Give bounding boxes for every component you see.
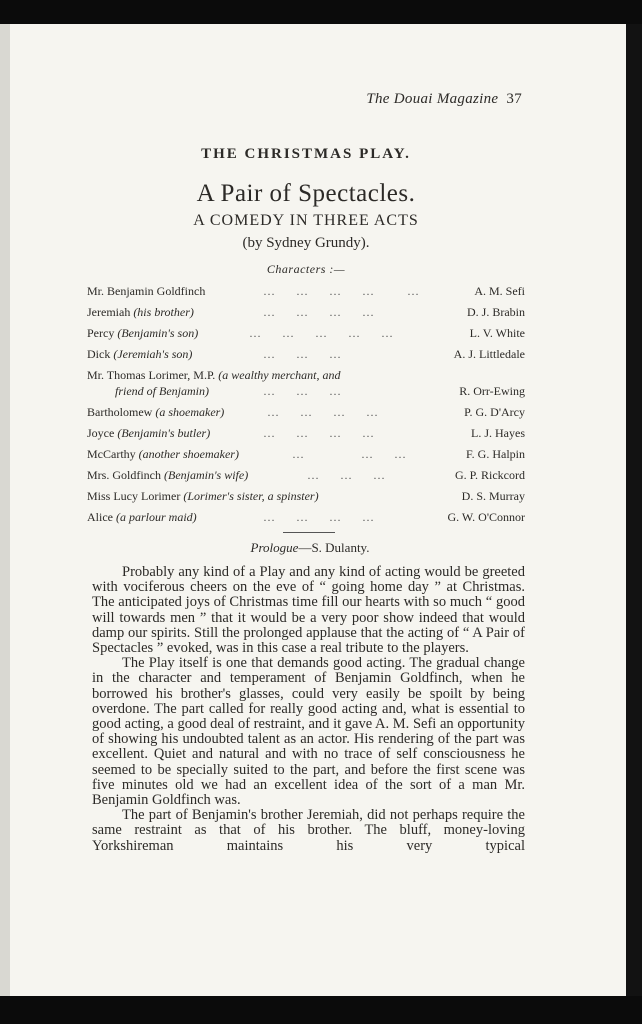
characters-heading: Characters :— bbox=[266, 262, 346, 276]
prologue-name: —S. Dulanty. bbox=[298, 540, 370, 555]
cast-role: Bartholomew (a shoemaker) bbox=[87, 405, 225, 419]
cast-note: (Benjamin's son) bbox=[117, 326, 199, 340]
cast-actor: G. W. O'Connor bbox=[447, 510, 525, 524]
cast-role: Mr. Thomas Lorimer, M.P. (a wealthy merchant, and bbox=[87, 368, 341, 382]
cast-note: (a shoemaker) bbox=[155, 405, 225, 419]
cast-note: (a parlour maid) bbox=[116, 510, 197, 524]
article-heading: THE CHRISTMAS PLAY. bbox=[201, 146, 411, 162]
cast-role: Percy (Benjamin's son) bbox=[87, 326, 199, 340]
article-body bbox=[92, 565, 525, 854]
leader-dots: … … … … bbox=[263, 305, 377, 319]
cast-role: Alice (a parlour maid) bbox=[87, 510, 197, 524]
paragraph: Probably any kind of a Play and any kind of acting would be greeted with vociferous cheers on the eve of “ going home day ” at Christmas. The anticipated joys of Christmas time fill our hearts with so much “ good will towards men ” that it would be a very poor show indeed that would damp our spirits. Still the prolonged applause that the acting of “ A Pair of Spectacles ” evoked, was in this case a real tribute to the players. bbox=[92, 564, 525, 657]
cast-note: friend of Benjamin) bbox=[115, 384, 209, 398]
leader-dots: … … … bbox=[307, 468, 388, 482]
leader-dots: … … … … bbox=[263, 510, 377, 524]
cast-role: Joyce (Benjamin's butler) bbox=[87, 426, 211, 440]
cast-actor: R. Orr-Ewing bbox=[459, 384, 525, 398]
play-title: A Pair of Spectacles. bbox=[196, 180, 416, 207]
cast-role: Mr. Benjamin Goldfinch bbox=[87, 284, 206, 298]
cast-actor: A. M. Sefi bbox=[474, 284, 525, 298]
cast-note: (another shoemaker) bbox=[138, 447, 239, 461]
leader-dots: … … … bbox=[292, 447, 409, 461]
cast-role: Miss Lucy Lorimer (Lorimer's sister, a spinster) bbox=[87, 489, 319, 503]
cast-role bbox=[115, 384, 209, 399]
paragraph: The Play itself is one that demands good acting. The gradual change in the character and temperament of Benjamin Goldfinch, when he borrowed his brother's glasses, could very easily be spoilt by being overdone. The part called for really good acting and, what is essential to good acting, a good deal of restraint, and it gave A. M. Sefi an opportunity of showing his undoubted talent as an actor. His rendering of the part was excellent. Quiet and natural and with no trace of self consciousness he seemed to be specially suited to the part, and before the first scene was five minutes old we had an excellent idea of the sort of a man Mr. Benjamin Goldfinch was. bbox=[92, 655, 525, 809]
cast-note: (Jeremiah's son) bbox=[113, 347, 193, 361]
cast-actor: L. V. White bbox=[469, 326, 525, 340]
cast-actor: D. J. Brabin bbox=[467, 305, 525, 319]
divider-rule bbox=[283, 532, 335, 533]
cast-role: Dick (Jeremiah's son) bbox=[87, 347, 193, 361]
cast-actor: D. S. Murray bbox=[461, 489, 525, 503]
cast-note: (Benjamin's butler) bbox=[117, 426, 211, 440]
paragraph: The part of Benjamin's brother Jeremiah, did not perhaps require the same restraint as that of his brother. The bluff, money-loving Yorkshireman maintains his very typical bbox=[92, 807, 525, 854]
cast-role: Jeremiah (his brother) bbox=[87, 305, 194, 319]
cast-role: Mrs. Goldfinch (Benjamin's wife) bbox=[87, 468, 249, 482]
page-number: 37 bbox=[506, 91, 522, 107]
leader-dots: … … … … bbox=[267, 405, 381, 419]
cast-note: (Benjamin's wife) bbox=[164, 468, 249, 482]
leader-dots: … … … … … bbox=[249, 326, 396, 340]
scan-border bbox=[626, 24, 642, 996]
cast-note: (his brother) bbox=[133, 305, 194, 319]
page-gutter bbox=[0, 24, 10, 996]
cast-actor: P. G. D'Arcy bbox=[464, 405, 525, 419]
cast-note: (a wealthy merchant, and bbox=[218, 368, 341, 382]
leader-dots: … … … bbox=[263, 347, 344, 361]
leader-dots: … … … … bbox=[263, 426, 377, 440]
cast-actor: F. G. Halpin bbox=[465, 447, 525, 461]
cast-actor: A. J. Littledale bbox=[453, 347, 525, 361]
cast-role: McCarthy (another shoemaker) bbox=[87, 447, 239, 461]
leader-dots: … … … … … bbox=[263, 284, 422, 298]
prologue-line bbox=[0, 540, 620, 556]
running-header bbox=[366, 91, 522, 108]
cast-actor: L. J. Hayes bbox=[471, 426, 525, 440]
prologue-label: Prologue bbox=[250, 540, 299, 555]
play-author: (by Sydney Grundy). bbox=[242, 235, 370, 251]
magazine-name: The Douai Magazine bbox=[366, 91, 499, 107]
leader-dots: … … … bbox=[263, 384, 344, 398]
play-subtitle: A COMEDY IN THREE ACTS bbox=[193, 212, 419, 229]
cast-actor: G. P. Rickcord bbox=[455, 468, 525, 482]
cast-note: (Lorimer's sister, a spinster) bbox=[183, 489, 319, 503]
